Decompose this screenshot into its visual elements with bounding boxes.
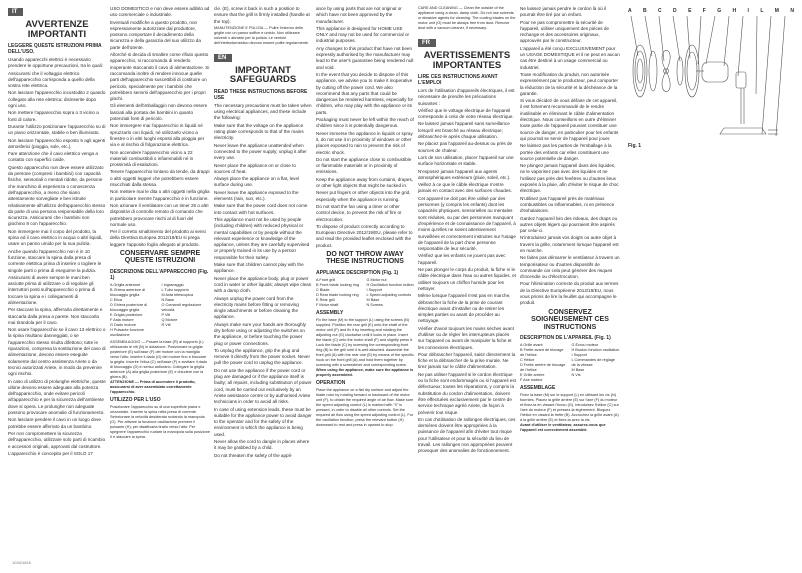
it-para: Per il corretto smaltimento del prodotto ai sensi della Direttiva Europea 2012/19/EU si prega leggere l'apposito foglio allegato al prodotto.: [110, 229, 206, 247]
en-keep-heading: DO NOT THROW AWAY THESE INSTRUCTIONS: [326, 250, 404, 266]
part-item: N Base: [161, 297, 174, 302]
en-para: This appliance is designed for HOME USE ONLY and may not be used for commercial or industrial purposes.: [316, 25, 410, 44]
en-para: This appliance must not be used by people (including children) with reduced physical or mental capabilities or by people without the relevant experience or knowledge of the appliance, unless they are carefully supervised or properly trained in its use by a person responsible for their safety.: [214, 216, 310, 260]
fr-para: Ne placez pas l'appareil au-dessus ou près de sources de chaleur.: [418, 141, 513, 153]
en-para: Never put fingers or other objects into the grid, especially when the appliance is running.: [316, 190, 411, 202]
it-para: Questo apparecchio non deve essere utilizzato da persone (compresi i bambini) con capacità fisiche, sensoriali o mentali ridotte, da persone che manchino di esperienza o conoscenza dell'apparecchio, a meno che siano attentamente sorvegliate e ben istruite relativamente all'utilizzo dell'apparecchio stesso da parte di una persona responsabile della loro sicurezza. Assicurarsi che i bambini non giochino 8 con l'apparecchio.: [8, 164, 106, 227]
it-para: Non azionare il ventilatore con un timer 25 o altri dispositivi di controllo remoto di comando che potrebbero provocare rischi al di fuori del normale uso.: [110, 202, 209, 227]
en-para: Always make sure your hands are thoroughly dry before using or adjusting the switches on the appliance, or before touching the power plug or power connections.: [214, 321, 306, 346]
it-usage: Posizionare l'apparecchio su di una superficie piana e orizzontale. Inserire la spina nella presa di corrente. Selezionare la velocità desiderata ruotando la manopola (O). Per attivare la funzione oscillazione premere il pulsante (H); per disattivarla tirarlo verso l'alto. Per spegnere l'apparecchio ruotare la manopola sulla posizione 0 e staccare la spina.: [110, 404, 210, 439]
en-para: Never allow the cord to dangle in places where it may be grabbed by a child.: [214, 439, 310, 451]
fr-para: Ne plongez jamais l'appareil dans des liquides, ne le vaporisez pas avec des liquides et ne l'utilisez pas près des fenêtres ou d'autres lieux exposés à la pluie, afin d'éviter le risque de choc électrique.: [520, 163, 619, 194]
page-number: 1034/1816: [12, 560, 31, 565]
figure-letter: G: [717, 8, 722, 14]
en-para: Do not start the fan using a timer or other control device, to prevent the risk of fire or electrocution.: [316, 203, 402, 222]
it-para: Per staccare la spina, afferrarla direttamente e staccarla dalla presa a parete. Non staccarla mai tirandola per il cavo.: [8, 307, 103, 325]
en-para: cle. (E), screw it back in such a position to ensure that the grill is firmly installed (handle at the top).: [214, 6, 310, 24]
it-assembly: ASSEMBLAGGIO — Posare la base (R) al supporto (L) utilizzando le viti (N) in dotazione. Posizionare la griglia posteriore (E) sull'asse (F) del motore con la maniglia verso l'alto; inserire il dado (G) del motore fino a bloccare la griglia. Inserire l'elica (C) nell'asse (F) e avvitare il dado di bloccaggio (D) in senso antiorario. Collegare la griglia anteriore (A) alla griglia posteriore (E) e chiudere con la ghiera (B).: [110, 339, 208, 379]
fr-para: Ne laissez pas les parties de l'emballage à la portée des enfants car elles constituent une source potentielle de danger.: [520, 143, 612, 161]
en-para: Keep the appliance away from curtains, drapes, or other light objects that might be sucked in.: [316, 176, 414, 189]
part-item: R Viti: [161, 322, 171, 327]
part-item: C Hélice: [520, 358, 535, 363]
it-para: In caso di utilizzo di prolunghe elettriche, queste ultime devono essere adeguate alla potenza dell'apparecchio, onde evitare pericoli all'apparecchio e per la sicurezza dell'ambiente dove si opera. Le prolunghe non adeguate possono provocare anomalie di funzionamento.: [8, 378, 106, 416]
it-para: Non lasciare l'apparecchio esposto 5 agli agenti atmosferici (pioggia, sole, etc.).: [8, 137, 106, 149]
part-item: E Rear grill: [316, 297, 335, 302]
part-item: H Bouton fonction oscillation: [571, 348, 620, 353]
part-item: H Oscillation function button: [366, 282, 414, 287]
it-para: Non lasciare pendere il cavo in un luogo dove potrebbe essere afferrato da un bambino.: [8, 417, 101, 429]
fr-para: Vérifiez que les enfants ne jouent pas avec l'appareil.: [418, 253, 506, 265]
en-intro: READ THESE INSTRUCTIONS BEFORE USE: [214, 88, 308, 101]
figure-letter: M: [774, 8, 779, 14]
column-fr-2: [520, 0, 620, 573]
part-item: M Base: [571, 368, 585, 373]
column-en-1: [214, 0, 312, 573]
column-en-2: [316, 0, 414, 573]
it-para: Tenere l'apparecchio lontano da tende, da drappi o altri oggetti leggeri che potrebbero essere risucchiati dalla stessa.: [110, 169, 210, 188]
figure-letter: D: [673, 8, 677, 14]
it-intro: LEGGERE QUESTE ISTRUZIONI PRIMA DELL'USO.: [8, 43, 102, 55]
en-para: ance by using parts that are not original or which have not been approved by the manufacturer.: [316, 6, 402, 24]
part-item: P Viti: [161, 312, 171, 317]
it-para: Non accendere l'apparecchio vicino a 22 materiali combustibili o infiammabili né in prossimità di esalazioni.: [110, 149, 194, 168]
part-item: I Support: [571, 353, 587, 358]
part-item: L Tubo supporto: [161, 287, 189, 292]
part-item: A Griglia anteriore: [110, 282, 141, 287]
it-para: Assicurarsi che il voltaggio elettrico dell'apparecchio corrisponda a quello della vostra rete elettrica.: [8, 70, 95, 89]
it-desc-title: DESCRIZIONE DELL'APPARECCHIO (Fig. 1): [110, 268, 209, 281]
fr-desc-title: DESCRIPTION DE L'APPAREIL (Fig. 1): [520, 335, 611, 342]
part-item: B Frette avant de blocage de l'hélice: [520, 348, 564, 358]
figure-letter: N: [790, 8, 794, 14]
part-item: F Motor shaft: [316, 302, 339, 307]
en-care: CARE AND CLEANING — Clean the outside of the appliance using a clean, damp cloth. Do not use solvents or abrasive agents for cleaning. The cooling blades on the motor unit (O) must be always free from dust. Remove dust with a vacuum cleaner, if necessary.: [418, 6, 516, 30]
language-tag-en: EN: [214, 54, 232, 62]
en-para: To unplug the appliance, grip the plug and remove it directly from the power socket. Never pull the power cord to unplug the appliance.: [214, 347, 310, 366]
en-assembly: Fix the base (M) to the support (L) using the screws (N) supplied. Position the rear grill (E) onto the shaft of the motor unit (F) and fix it by inserting and rotating the adjusting nut (G) clockwise until it locks in place. Insert the blade (C) onto the motor shaft (F) and slightly press it. Lock the blade (C) by screwing the corresponding front ring (B) to the grill until it is well attached. Assemble the front grill (A) with the rear one (E) by means of the specific hook on the front grill (A) and hold them together by screwing with a screwdriver and corresponding screw.: [316, 317, 414, 367]
fr-para: Pour l'élimination correcte du produit aux termes de la Directive Européenne 2012/19/EU, nous vous prions de lire la feuillet qui accompagne le produit.: [520, 281, 619, 306]
language-tag-it: IT: [8, 8, 23, 16]
part-item: C Elica: [110, 297, 123, 302]
en-para: Any changes to this product that have not been expressly authorised by the manufacturer may lead to the user's guarantee being rendered null and void.: [316, 45, 414, 70]
it-para: Non immergere mai il corpo del prodotto, la spina ed il cavo elettrico in acqua o altri liquidi, usare un panno umido per la sua pulizia.: [8, 228, 103, 247]
column-it-1: [8, 0, 106, 573]
part-item: F Axe moteur: [520, 378, 543, 383]
fr-para: Toute modification du produit, non autorisée expressément par le producteur, peut comporter la réduction de la sécurité et la déchéance de la garantie.: [520, 71, 619, 96]
part-item: D Ghiera posteriore di bloccaggio griglia: [110, 302, 148, 312]
figure-letter: F: [702, 8, 706, 14]
fr-para: Lors de son utilisation, placer l'appareil sur une surface horizontale et stable.: [418, 154, 514, 167]
figure-letter: A: [628, 8, 632, 14]
en-operation-title: OPERATION: [316, 379, 346, 386]
part-item: H Pulsante funzione oscillazione: [110, 327, 144, 337]
figure-letter: I: [747, 8, 749, 14]
fr-para: Vérifiez que le voltage électrique de l'appareil corresponde à celui de votre réseau électrique.: [418, 107, 514, 120]
fr-para: Gardez l'appareil loin des rideaux, des draps ou autres objets légers qui pourraient être aspirés par celui-ci.: [520, 215, 618, 234]
fr-attention: Avant d'utiliser le ventilateur, assurez-vous que l'appareil est correctement assemblé.: [520, 423, 606, 433]
fr-para: N'exposez jamais l'appareil aux agents atmosphériques extérieurs (pluie, soleil, etc.).: [418, 168, 511, 180]
part-item: G Écrou moteur: [571, 343, 599, 348]
part-item: M Base: [366, 297, 380, 302]
en-para: Do not start the appliance close to combustible or flammable materials or in proximity of emissions.: [316, 156, 412, 175]
en-para: Always place the appliance on a flat, level surface during use.: [214, 176, 300, 188]
part-item: I Ingranaggio: [161, 282, 184, 287]
it-title: AVVERTENZE IMPORTANTI: [25, 19, 89, 40]
fr-para: Pour débrancher l'appareil, saisir directement la fiche et la débrancher de la prise murale. Ne tirez jamais sur le câble d'alimentation.: [418, 351, 516, 370]
it-para: L'apparecchio è concepito per il SOLO 17: [8, 450, 93, 456]
part-item: L Speed adjusting controls: [366, 292, 412, 297]
part-item: E Grille arrière: [520, 373, 545, 378]
en-para: Make sure that children cannot play with the appliance.: [214, 262, 304, 274]
en-attention: When using the appliance, make sure the appliance is properly assembled.: [316, 367, 414, 377]
figure-letter: E: [688, 8, 692, 14]
figure-letter: L: [760, 8, 764, 14]
part-item: N Vis: [571, 373, 581, 378]
it-para: Assicurarsi di avere sempre le mani ben asciutte prima di utilizzare o di regolare gli interruttori posti sull'apparecchio o prima di toccare la spina e i collegamenti di alimentazione.: [8, 274, 96, 305]
en-para: Never place the appliance on or close to sources of heat.: [214, 162, 296, 174]
it-attention: ATTENZIONE — Prima di accendere il prodotto, assicurarsi di aver assemblato correttamente l'apparecchio.: [110, 379, 196, 394]
en-operation: Place the appliance on a flat dry surface and adjust the blade rotor by rotating forward or backward of the motor unit (F), to obtain the required angle of air flow. Make sure the speed adjusting control (L) is marked with "0" is pressed, in order to disable all other controls. Set the required air flow using the speed adjusting control (L). For the oscillation function, press the relevant button (H) downward to rest and press in upward to stop.: [316, 387, 414, 427]
it-para: Non lasciare l'apparecchio incustodito 2 quando collegato alla rete elettrica: disinserite dopo ogni uso.: [8, 90, 106, 109]
fr-para: Même lorsque l'appareil n'est pas en marche, débrancher la fiche de la prise de courant électrique avant d'installer ou de retirer les simples parties ou avant de procéder au nettoyage.: [418, 293, 511, 324]
it-para: Durante l'utilizzo posizionare l'apparecchio su di un piano orizzontale, stabile e ben illuminato.: [8, 123, 106, 136]
fr-intro: LIRE CES INSTRUCTIONS AVANT L'EMPLOI: [418, 74, 498, 86]
figure-part-letters: [628, 8, 794, 14]
en-para: MANUTENZIONE E PULIZIA — Pulire l'esterno delle griglie con un panno soffice e umido. Non utilizzare solventi o abrasivi per la pulizia. Le ventole dell'elettrodomestico devono essere pulite regolarmente.: [214, 25, 310, 45]
it-usage-title: UTILIZZO PER L'USO: [110, 396, 161, 403]
fr-para: Veillez à ce que le câble électrique n'entre jamais en contact avec des surfaces chaudes.: [418, 182, 512, 194]
fr-para: Ne laissez jamais pendre le cordon là où il pourrait être tiré par un enfant.: [520, 6, 607, 18]
en-para: Always unplug the power cord from the electricity mains before fitting or removing single attachments or before cleaning the appliance.: [214, 295, 299, 320]
fr-para: N'introduisez jamais vos doigts ou autre objet à travers la grille, notamment lorsque l'appareil est en marche.: [520, 235, 619, 253]
fr-para: Pour ne pas compromettre la sécurité de l'appareil, utiliser uniquement des pièces de rechange et des accessoires originaux, approuvés par le constructeur.: [520, 19, 609, 44]
it-para: Non mettere l'apparecchio sopra o 3 vicino a fonti di calore.: [8, 110, 99, 122]
fr-para: Ne faites pas démarrer le ventilateur à travers un temporisateur ou d'autres dispositifs de commande car cela peut générer des risques d'incendie ou d'électrocution.: [520, 255, 620, 280]
en-para: The necessary precautions must be taken when using electrical appliances, and these include the following:: [214, 102, 312, 121]
fan-exploded-illustration: [628, 16, 798, 146]
it-parts-list: [110, 283, 210, 338]
part-item: A Front grill: [316, 277, 336, 282]
part-item: G Motor nut: [366, 277, 387, 282]
part-item: G Dado motore: [110, 322, 136, 327]
it-para: Allorché si decida di smaltire come rifiuto questo apparecchio, si raccomanda di renderlo inoperante staccando il cavo di alimentazione. Si raccomanda inoltre di rendere innocue quelle parti dell'apparecchio suscettibili di costituire un pericolo, specialmente per i bambini che potrebbero servirsi dell'apparecchio per i propri giochi.: [110, 52, 210, 102]
en-para: Do not use the appliance if the power cord or plug are damaged or if the appliance itself is faulty; all repairs, including substitution of power cord, must be carried out exclusively by an Ariete assistance centre or by authorised Ariete technicians in order to avoid all risks.: [214, 367, 312, 405]
en-para: In case of using extension leads, these must be suitable for the appliance power to avoid danger to the operator and for the safety of the environment in which the appliance is being used.: [214, 406, 312, 437]
figure-letter: H: [732, 8, 737, 14]
fr-para: L'appareil a été conçu EXCLUSIVEMENT pour un USAGE DOMESTIQUE et il ne peut en aucun cas être destiné à un usage commercial ou industriel.: [520, 45, 620, 70]
en-para: Make sure that the voltage on the appliance rating plate corresponds to that of the mains electricity.: [214, 122, 304, 141]
en-parts-list: [316, 278, 414, 308]
part-item: O Comandi regolazione velocità: [161, 302, 202, 312]
fr-para: En cas d'utilisation de rallonges électriques, ces dernières doivent être appropriées à la puissance de l'appareil afin d'éviter tout risque pour l'utilisateur et pour la sécurité du lieu de travail. Les rallonges non appropriées peuvent provoquer des anomalies de fonctionnement.: [418, 416, 516, 454]
fr-title: AVERTISSEMENTS IMPORTANTES: [423, 50, 511, 71]
en-para: Never leave the appliance unattended when connected to the power supply; unplug it after every use.: [214, 142, 307, 161]
fr-para: Cet appareil ne doit pas être utilisé par des personnes (y compris les enfants) dont les capacités physiques, sensorielles ou mentales sont réduites, ou par des personnes manquant d'expérience et de connaissance de l'appareil, à moins qu'elles ne soient attentivement surveillées et correctement instruites sur l'usage de l'appareil de la part d'une personne responsable de leur sécurité.: [418, 195, 516, 252]
it-para: Gli elementi dell'imballaggio non devono essere lasciati alla portata dei bambini in quanto potenziali fonti di pericolo.: [110, 103, 208, 122]
column-it-2: [110, 0, 210, 573]
part-item: A Grille avant: [520, 343, 543, 348]
part-item: D Rear blade locking ring: [316, 292, 359, 297]
fr-para: Ne pas plonger le corps du produit, la fiche ni le câble électrique dans l'eau ou autres liquides, et utiliser toujours un chiffon humide pour les nettoyer.: [418, 267, 516, 291]
part-item: B Ghiera anteriore di bloccaggio griglia: [110, 287, 146, 297]
it-para: USO DOMESTICO e non deve essere adibito ad uso commerciale o industriale.: [110, 6, 210, 18]
part-item: I Support: [366, 287, 382, 292]
it-para: Non usare l'apparecchio se il cavo 13 elettrico o la spina risultano danneggiati, o se l'apparecchio stesso risulta difettoso; tutte le riparazioni, compresa la sostituzione del cavo di alimentazione, devono essere eseguite solamente dal centro assistenza Ariete o da tecnici autorizzati Ariete, in modo da prevenire ogni rischio.: [8, 327, 106, 377]
part-item: M Asta telescopica: [161, 292, 194, 297]
part-item: L Commandes de réglage de la vitesse: [571, 358, 616, 368]
fr-para: Vérifier d'avoir toujours les mains sèches avant d'utiliser ou de régler les interrupteurs placés sur l'appareil ou avant de manipuler la fiche et les connexions électriques.: [418, 325, 514, 350]
it-para: Eventuali modifiche a questo prodotto, non espressamente autorizzate dal produttore, possono comportare il decadimento della sicurezza e della garanzia del suo utilizzo da parte dell'utente.: [110, 19, 201, 50]
en-para: In the event that you decide to dispose of this appliance, we advise you to make it inoperative by cutting off the power cord. We also recommend that any parts that could be dangerous be rendered harmless, especially for children, who may play with the appliance or its parts.: [316, 71, 414, 115]
language-tag-fr: FR: [418, 39, 436, 47]
part-item: E Griglia posteriore: [110, 312, 143, 317]
part-item: D Frette arrière de blocage de l'hélice: [520, 363, 566, 373]
it-para: Usando apparecchi elettrici è necessario prendere le opportune precauzioni, tra le quali:: [8, 57, 103, 69]
figure-letter: C: [658, 8, 662, 14]
en-para: Never immerse the appliance in liquids or spray it, do not use it in proximity of windows or other places exposed to rain to prevent the risk of electric shock.: [316, 130, 413, 155]
part-item: C Blade: [316, 287, 330, 292]
part-item: B Front blade locking ring: [316, 282, 360, 287]
en-desc-title: APPLIANCE DESCRIPTION (Fig. 1): [316, 269, 399, 276]
fr-assembly: Fixez la base (M) sur le support (L) en utilisant les vis (N) fournies. Placez la grille arrière (E) sur l'axe (F) du moteur et fixez-la en vissant l'écrou (G). Introduisez l'hélice (C) sur l'axe du moteur (F) et pressez-la légèrement. Bloquez l'hélice en vissant la frette (B). Accrochez la grille avant (A) à la grille arrière (E) et fixez-la avec la vis.: [520, 393, 619, 423]
en-para: Never leave the appliance exposed to the elements (rain, sun, etc.).: [214, 189, 299, 202]
en-para: Do not threaten the safety of the appli-: [214, 452, 293, 458]
fr-para: Lors de l'utilisation d'appareils électriques, il est nécessaire de prendre les précautions suivantes :: [418, 88, 515, 106]
column-fr-1: [418, 0, 516, 573]
fr-parts-list: [520, 343, 620, 383]
it-para: Non mettere mai le dita o altri oggetti nella griglia in particolare mentre l'apparecchio è in funzione.: [110, 189, 210, 201]
fr-keep-heading: CONSERVEZ SOIGNEUSEMENT CES INSTRUCTIONS: [531, 308, 609, 331]
it-para: Anche quando l'apparecchio non è in 10 funzione, staccare la spina dalla presa di corrente elettrica prima di inserire o togliere le singole parti o prima di eseguirne la pulizia.: [8, 248, 102, 273]
it-para: Per non compromettere la sicurezza dell'apparecchio, utilizzare solo parti di ricambio e accessori originali, approvati dal costruttore.: [8, 430, 106, 449]
en-para: Make sure that the power cord does not come into contact with hot surfaces.: [214, 203, 308, 215]
fr-para: Si vous décidez de vous défaire de cet appareil, il est fortement recommandé de le rendre inutilisable en éliminant le câble d'alimentation électrique. Nous conseillons en outre d'éliminer toute partie de l'appareil pouvant constituer une source de danger, en particulier pour les enfants qui pourrait se servir de l'appareil pour jouer.: [520, 98, 619, 141]
figure-letter: B: [643, 8, 647, 14]
figure-label: Fig. 1: [628, 143, 642, 149]
it-para: Non immergere mai l'apparecchio in liquidi né spruzzarlo con liquidi, né utilizzarlo vicino a finestre o in altri luoghi esposti alla pioggia per via e al rischio di folgorazione elettrica.: [110, 123, 205, 148]
fr-assembly-title: ASSEMBLAGE: [520, 385, 556, 392]
it-para: Fare attenzione che il cavo elettrico venga a contatto con superfici calde.: [8, 151, 98, 163]
fr-para: N'utilisez pas l'appareil près de matériaux combustibles ou inflammables, ni en présence d'exhalaisons.: [520, 195, 615, 214]
part-item: N Screws: [366, 302, 383, 307]
fr-para: Ne laissez jamais l'appareil sans surveillance lorsqu'il est branché au réseau électrique; débranchez-le après chaque utilisation.: [418, 121, 510, 140]
part-item: Q Motore: [161, 317, 178, 322]
en-title: IMPORTANT SAFEGUARDS: [229, 64, 297, 86]
en-para: To dispose of product correctly according to European Directive 2012/19/EU, please refer to and read the provided leaflet enclosed with the product.: [316, 223, 413, 248]
en-para: Never place the appliance body, plug or power cord in water or other liquids; always wipe clean with a damp cloth.: [214, 275, 312, 294]
part-item: F Asta motore: [110, 317, 134, 322]
en-assembly-title: ASSEMBLY: [316, 309, 344, 316]
fr-para: Ne pas utiliser l'appareil si le cordon électrique ou la fiche sont endommagés ou si l'appareil est défectueux; toutes les réparations, y compris la substitution du cordon d'alimentation, doivent être effectuées exclusivement par le centre de service technique agréé Ariete, de façon à prévenir tout risque.: [418, 371, 516, 415]
en-para: Packaging must never be left within the reach of children since it is potentially dangerous.: [316, 117, 414, 129]
it-keep-heading: CONSERVARE SEMPRE QUESTE ISTRUZIONI: [119, 249, 201, 265]
